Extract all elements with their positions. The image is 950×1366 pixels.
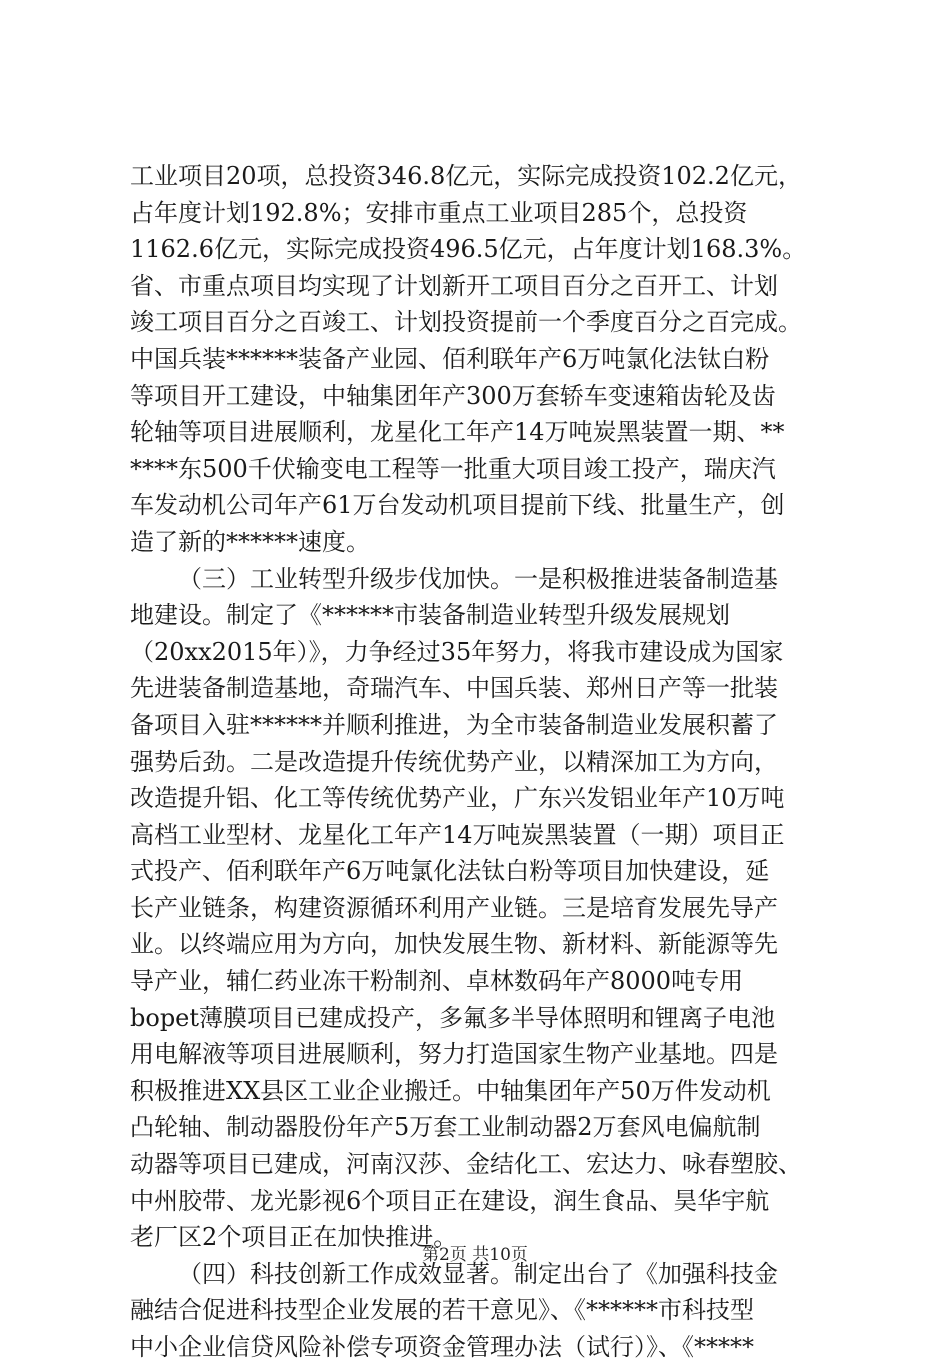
text-line: 积极推进XX县区工业企业搬迁。中轴集团年产50万件发动机: [130, 1076, 771, 1105]
text-line: ****东500千伏输变电工程等一批重大项目竣工投产，瑞庆汽: [130, 454, 776, 483]
text-line: 竣工项目百分之百竣工、计划投资提前一个季度百分之百完成。: [130, 308, 802, 337]
text-line: 工业项目20项，总投资346.8亿元，实际完成投资102.2亿元，: [130, 162, 802, 190]
text-line: 老厂区2个项目正在加快推进。: [130, 1223, 458, 1252]
text-line: 1162.6亿元，实际完成投资496.5亿元，占年度计划168.3%。: [130, 235, 807, 264]
text-line: 中国兵装******装备产业园、佰利联年产6万吨氯化法钛白粉: [130, 344, 770, 373]
text-line: bopet薄膜项目已建成投产，多氟多半导体照明和锂离子电池: [130, 1003, 776, 1032]
text-line: 凸轮轴、制动器股份年产5万套工业制动器2万套风电偏航制: [130, 1113, 761, 1142]
text-line: 用电解液等项目进展顺利，努力打造国家生物产业基地。四是: [130, 1040, 778, 1069]
paragraph-start-line: （四）科技创新工作成效显著。制定出台了《加强科技金: [178, 1259, 778, 1288]
page-number-footer: 第2页 共10页: [422, 1245, 528, 1265]
text-line: 中州胶带、龙光影视6个项目正在建设，润生食品、昊华宇航: [130, 1186, 770, 1215]
text-line: 等项目开工建设，中轴集团年产300万套轿车变速箱齿轮及齿: [130, 381, 776, 410]
text-line: 强势后劲。二是改造提升传统优势产业，以精深加工为方向，: [130, 747, 778, 776]
text-line: 中小企业信贷风险补偿专项资金管理办法（试行）》、《*****: [130, 1333, 754, 1361]
paragraph-start-line: （三）工业转型升级步伐加快。一是积极推进装备制造基: [178, 564, 778, 593]
text-line: 占年度计划192.8%；安排市重点工业项目285个，总投资: [130, 198, 748, 227]
text-line: 造了新的******速度。: [130, 527, 370, 556]
text-line: 动器等项目已建成，河南汉莎、金结化工、宏达力、咏春塑胶、: [130, 1150, 802, 1179]
text-line: 长产业链条，构建资源循环利用产业链。三是培育发展先导产: [130, 893, 778, 922]
text-line: 业。以终端应用为方向，加快发展生物、新材料、新能源等先: [130, 930, 778, 959]
text-line: 高档工业型材、龙星化工年产14万吨炭黑装置（一期）项目正: [130, 820, 785, 849]
text-line: 融结合促进科技型企业发展的若干意见》、《******市科技型: [130, 1296, 754, 1325]
text-line: （20xx2015年）》，力争经过35年努力，将我市建设成为国家: [130, 637, 784, 666]
document-body: [130, 158, 850, 1366]
text-line: 省、市重点项目均实现了计划新开工项目百分之百开工、计划: [130, 271, 778, 300]
text-line: 备项目入驻******并顺利推进，为全市装备制造业发展积蓄了: [130, 710, 778, 739]
text-line: 先进装备制造基地，奇瑞汽车、中国兵装、郑州日产等一批装: [130, 674, 778, 703]
text-line: 轮轴等项目进展顺利，龙星化工年产14万吨炭黑装置一期、**: [130, 418, 785, 447]
text-line: 导产业，辅仁药业冻干粉制剂、卓林数码年产8000吨专用: [130, 967, 744, 996]
text-line: 式投产、佰利联年产6万吨氯化法钛白粉等项目加快建设，延: [130, 857, 770, 886]
text-line: 车发动机公司年产61万台发动机项目提前下线、批量生产，创: [130, 491, 785, 520]
text-line: 改造提升铝、化工等传统优势产业，广东兴发铝业年产10万吨: [130, 784, 785, 813]
text-line: 地建设。制定了《******市装备制造业转型升级发展规划: [130, 601, 730, 630]
